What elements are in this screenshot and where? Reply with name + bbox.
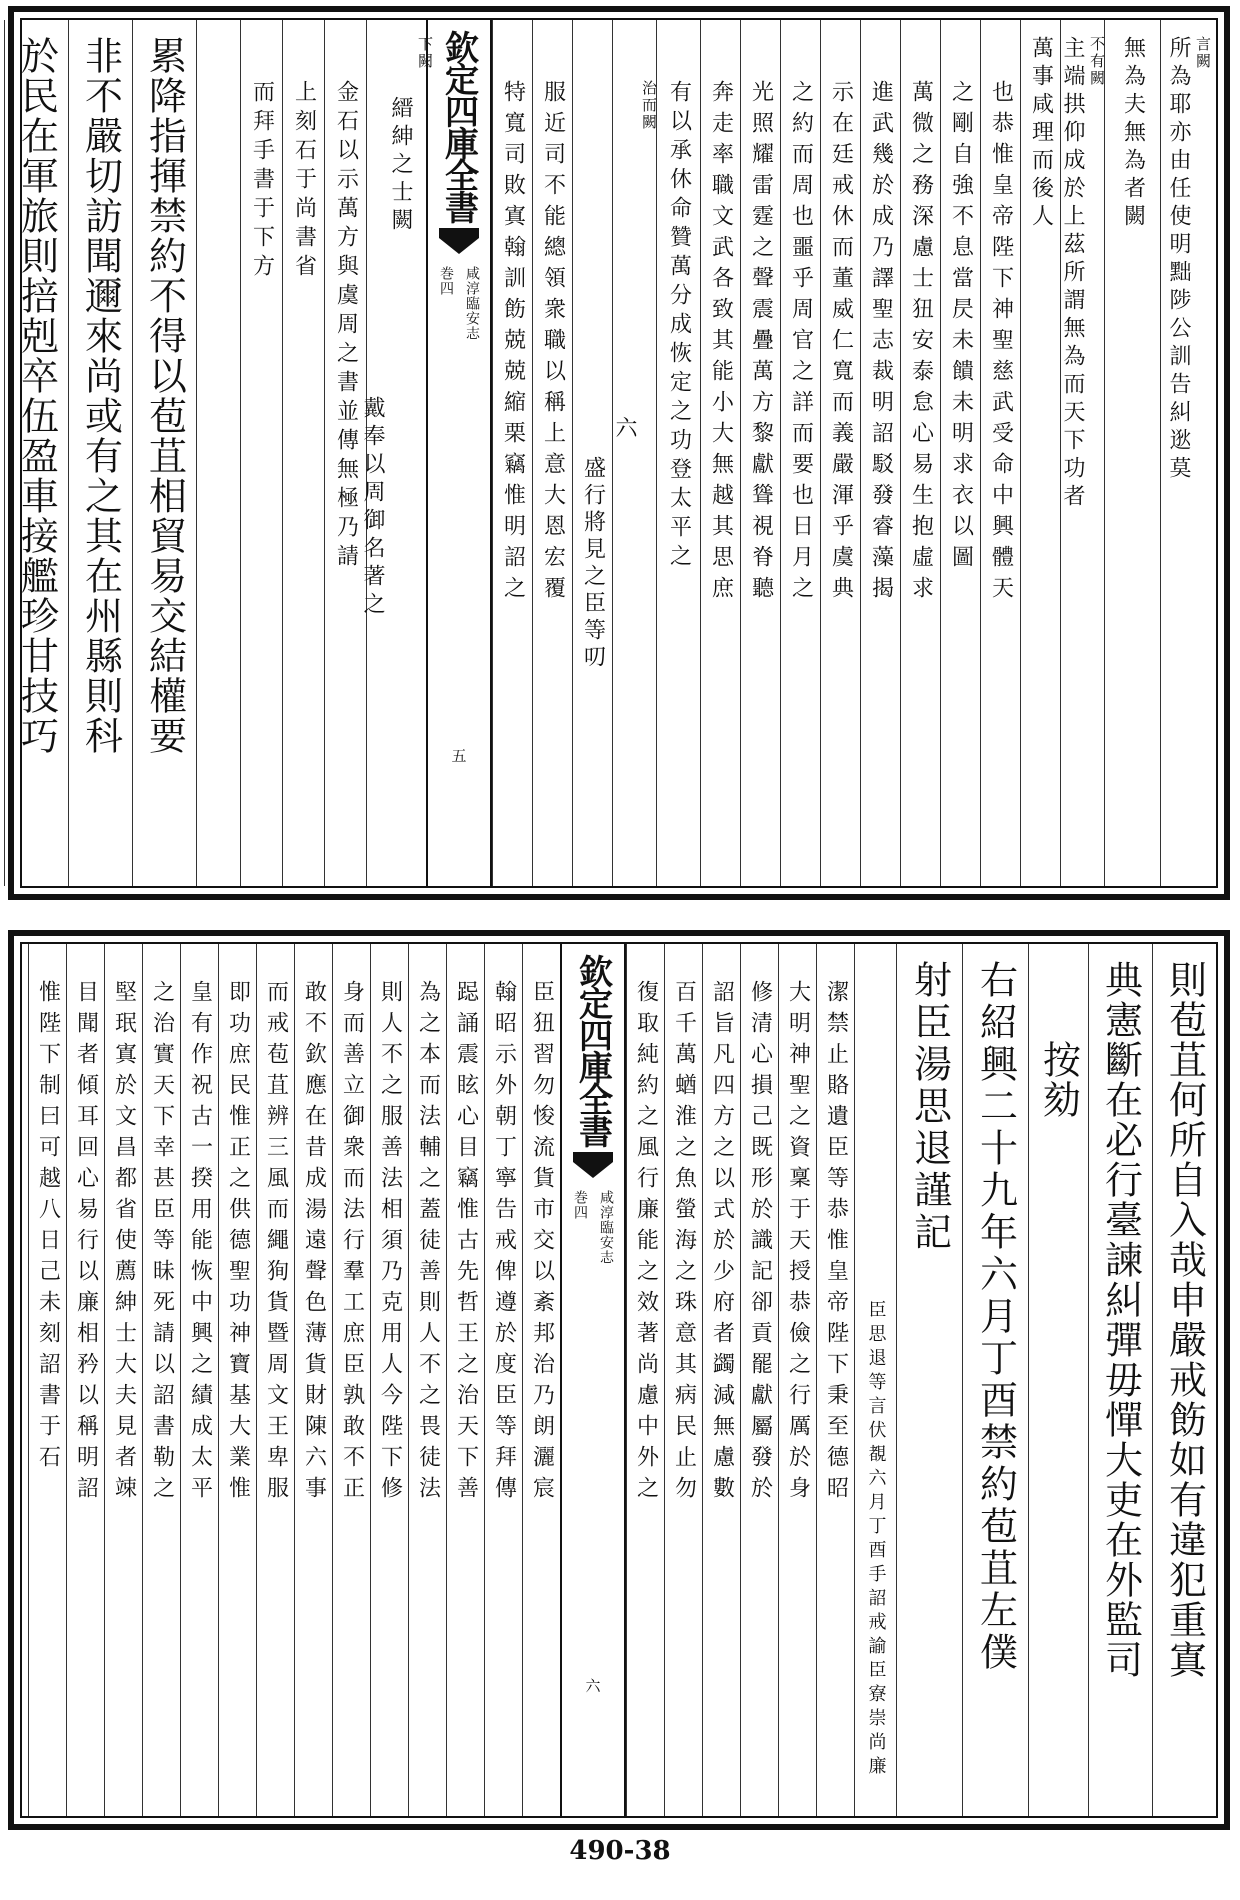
text-column (1104, 20, 1160, 886)
column-text: 主端拱仰成於上茲所謂無為而天下功者 (1060, 36, 1085, 512)
text-column (28, 944, 66, 1816)
lacuna-note: 不有闕 (1088, 36, 1106, 87)
column-text: 奔走率職文武各致其能小大無越其思庶 (708, 80, 734, 607)
text-column (940, 20, 980, 886)
column-text: 示在廷戒休而董威仁寬而義嚴渾乎虞典 (828, 80, 854, 607)
text-column (1028, 944, 1088, 1816)
column-text: 敢不欽應在昔成湯遠聲色薄貨財陳六事 (301, 980, 327, 1507)
column-text: 於民在軍旅則掊剋卒伍盈車接艦珍甘技巧 (14, 36, 59, 756)
text-column (702, 944, 740, 1816)
column-text: 復取純約之風行廉能之效著尚慮中外之 (633, 980, 659, 1507)
chapter-title: 咸淳臨安志 (598, 1190, 614, 1265)
column-text: 之約而周也噩乎周官之詳而要也日月之 (788, 80, 814, 607)
page-number: 490-38 (569, 1836, 671, 1866)
column-note: 臣思退等言伏覩六月丁酉手詔戒諭臣寮崇尚廉 (865, 1300, 887, 1780)
text-column (66, 944, 104, 1816)
text-column (572, 20, 612, 886)
volume-label: 巻四 (438, 266, 454, 296)
text-column (612, 20, 656, 886)
lacuna-note: 下闕 (416, 36, 434, 70)
column-text: 典憲斷在必行臺諫糾彈毋憚大吏在外監司 (1098, 960, 1143, 1680)
column-text: 跽誦震眩心目竊惟古先哲王之治天下善 (453, 980, 479, 1507)
text-column (240, 20, 282, 886)
center-spine (560, 944, 626, 1816)
text-column (664, 944, 702, 1816)
bottom-page-frame (20, 942, 1218, 1818)
column-text: 無為夫無為者闕 (1120, 36, 1146, 232)
column-text: 為之本而法輔之蓋徒善則人不之畏徒法 (415, 980, 441, 1507)
leaf-number: 五 (451, 747, 467, 765)
text-column (780, 20, 820, 886)
text-column (256, 944, 294, 1816)
column-text: 百千萬蝤淮之魚螢海之珠意其病民止勿 (671, 980, 697, 1507)
text-column (180, 944, 218, 1816)
column-text: 盛行將見之臣等叨 (580, 456, 606, 672)
column-text: 即功庶民惟正之供德聖功神寶基大業惟 (225, 980, 251, 1507)
fishtail-mark-icon (439, 228, 479, 254)
text-column (1020, 20, 1060, 886)
column-text: 詔旨凡四方之以式於少府者蠲減無慮數 (709, 980, 735, 1507)
column-text: 修清心損己既形於識記卻貢罷獻屬發於 (747, 980, 773, 1507)
lacuna-note: 言闕 (1194, 36, 1212, 70)
text-column (282, 20, 324, 886)
column-text: 進武幾於成乃譯聖志裁明詔駁發睿藻揭 (868, 80, 894, 607)
column-text: 戴奉以周御名著之 (360, 396, 385, 620)
text-column (700, 20, 740, 886)
column-text: 則人不之服善法相須乃克用人今陛下修 (377, 980, 403, 1507)
text-column (626, 944, 664, 1816)
text-column (820, 20, 860, 886)
text-column (142, 944, 180, 1816)
column-text: 身而善立御衆而法行羣工庶臣孰敢不正 (339, 980, 365, 1507)
text-column (656, 20, 700, 886)
text-column (492, 20, 532, 886)
chapter-title: 咸淳臨安志 (464, 266, 480, 341)
column-text: 光照耀雷霆之聲震疊萬方黎獻聳視脊聽 (748, 80, 774, 607)
text-column (1160, 20, 1216, 886)
column-text: 大明神聖之資稟于天授恭儉之行厲於身 (785, 980, 811, 1507)
text-column (896, 944, 962, 1816)
column-text: 之治實天下幸甚臣等昧死請以詔書勒之 (149, 980, 175, 1507)
text-column (68, 20, 132, 886)
column-text: 治而闕 (640, 80, 658, 131)
text-column (522, 944, 560, 1816)
book-title: 欽定四庫全書 (572, 954, 613, 1146)
text-column (4, 20, 68, 886)
column-text: 而戒苞苴辨三風而繩狥貨暨周文王卑服 (263, 980, 289, 1507)
column-text: 所為耶亦由任使明黜陟公訓告糾逖莫 (1166, 36, 1191, 484)
column-text: 服近司不能總領衆職以稱上意大恩宏覆 (540, 80, 566, 607)
text-column (332, 944, 370, 1816)
column-text: 累降指揮禁約不得以苞苴相貿易交結權要 (142, 36, 187, 756)
text-column (860, 20, 900, 886)
text-column (360, 20, 434, 886)
text-column (104, 944, 142, 1816)
leaf-number: 六 (585, 1677, 601, 1695)
text-column (446, 944, 484, 1816)
text-column (816, 944, 854, 1816)
column-text: 萬微之務深慮士狃安泰怠心易生抱虛求 (908, 80, 934, 607)
column-text: 縉紳之士闕 (388, 96, 413, 236)
text-column (408, 944, 446, 1816)
text-column (0, 944, 28, 1816)
book-title: 欽定四庫全書 (438, 30, 479, 222)
column-text: 而拜手書于下方 (249, 80, 275, 283)
column-text: 射臣湯思退謹記 (907, 960, 952, 1254)
column-text: 特寬司敗寘翰訓飭兢兢縮栗竊惟明詔之 (500, 80, 526, 607)
column-text: 非不嚴切訪聞邇來尚或有之其在州縣則科 (78, 36, 123, 756)
column-text: 皇有作祝古一揆用能恢中興之績成太平 (187, 980, 213, 1507)
column-text: 則苞苴何所自入哉申嚴戒飭如有違犯重寘 (1162, 960, 1207, 1680)
column-text: 惟陛下制曰可越八日己未刻詔書于石 (35, 980, 61, 1476)
text-column (900, 20, 940, 886)
column-text: 翰昭示外朝丁寧告戒俾遵於度臣等拜傳 (491, 980, 517, 1507)
column-text: 六 (612, 416, 637, 443)
column-text: 之剛自強不息當昃未饋未明求衣以圖 (948, 80, 974, 576)
column-text: 按劾 (1036, 1040, 1081, 1120)
text-column (484, 944, 522, 1816)
text-column (218, 944, 256, 1816)
column-text: 潔禁止賂遺臣等恭惟皇帝陛下秉至德昭 (823, 980, 849, 1507)
center-spine (426, 20, 492, 886)
column-text: 目聞者傾耳回心易行以廉相矜以稱明詔 (73, 980, 99, 1507)
column-text: 金石以示萬方與虞周之書並傳無極乃請 (333, 80, 359, 573)
bottom-page (8, 930, 1230, 1830)
column-text: 堅珉寘於文昌都省使薦紳士大夫見者竦 (111, 980, 137, 1507)
text-column (370, 944, 408, 1816)
text-column (196, 20, 240, 886)
column-text: 臣狃習勿悛流貨市交以紊邦治乃朗灑宸 (529, 980, 555, 1507)
column-text: 上刻石于尚書省 (291, 80, 317, 283)
text-column (962, 944, 1028, 1816)
column-text: 也恭惟皇帝陛下神聖慈武受命中興體天 (988, 80, 1014, 607)
top-page (8, 6, 1230, 900)
text-column (1152, 944, 1216, 1816)
column-text: 右紹興二十九年六月丁酉禁約苞苴左僕 (973, 960, 1018, 1674)
fishtail-mark-icon (573, 1152, 613, 1178)
column-text: 萬事咸理而後人 (1028, 36, 1054, 232)
text-column (1060, 20, 1104, 886)
text-column (778, 944, 816, 1816)
column-text: 有以承休命贊萬分成恢定之功登太平之 (666, 80, 692, 573)
top-page-frame (14, 18, 1218, 888)
text-column (1088, 944, 1152, 1816)
text-column (532, 20, 572, 886)
text-column (854, 944, 896, 1816)
text-column (740, 20, 780, 886)
text-column (980, 20, 1020, 886)
text-column (740, 944, 778, 1816)
volume-label: 巻四 (572, 1190, 588, 1220)
text-column (132, 20, 196, 886)
text-column (294, 944, 332, 1816)
